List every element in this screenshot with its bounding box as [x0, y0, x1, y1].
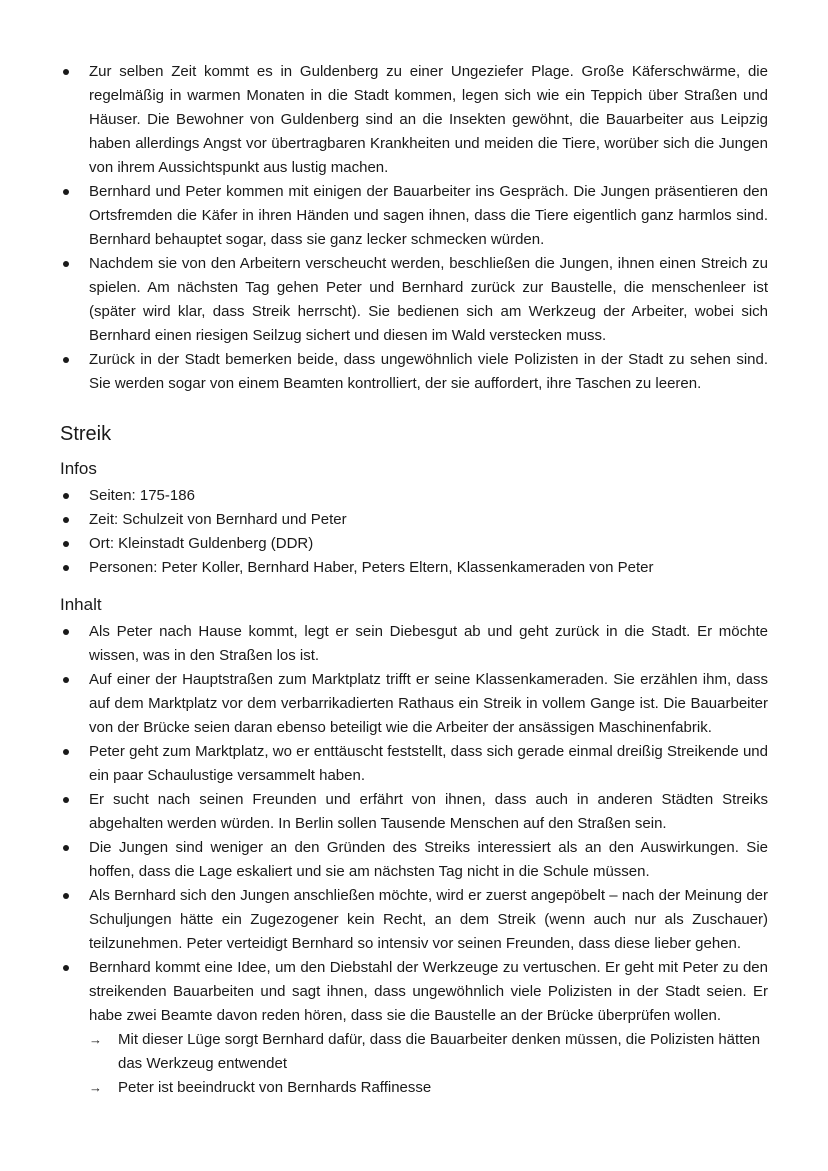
list-item [60, 668, 768, 740]
section-title: Streik [60, 423, 112, 445]
bullet-icon [63, 797, 69, 803]
bullet-icon [63, 845, 69, 851]
arrow-item-text: Mit dieser Lüge sorgt Bernhard dafür, dass die Bauarbeiter denken müssen, die Polizisten hätten das Werkzeug entwendet [118, 1031, 761, 1072]
bullet-icon [63, 69, 69, 75]
list-item [60, 60, 768, 180]
list-item-text: Seiten: 175-186 [89, 487, 195, 504]
list-item-text: Zurück in der Stadt bemerken beide, dass ungewöhnlich viele Polizisten in der Stadt zu sehen sind. Sie werden sogar von einem Beamten kontrolliert, der sie auffordert, ihre Taschen zu leeren. [89, 351, 768, 392]
bullet-icon [63, 965, 69, 971]
arrow-right-icon: → [89, 1080, 102, 1095]
arrow-right-icon: → [89, 1032, 102, 1047]
list-item [60, 180, 768, 252]
list-item [60, 508, 768, 532]
bullet-icon [63, 629, 69, 635]
list-item-text: Peter geht zum Marktplatz, wo er enttäuscht feststellt, dass sich gerade einmal dreißig Streikende und ein paar Schaulustige versammelt haben. [89, 743, 768, 784]
list-item-text: Personen: Peter Koller, Bernhard Haber, Peters Eltern, Klassenkameraden von Peter [89, 559, 654, 576]
list-item-text: Zur selben Zeit kommt es in Guldenberg zu einer Ungeziefer Plage. Große Käferschwärme, die regelmäßig in warmen Monaten in die Stadt kommen, legen sich wie ein Teppich über Straßen und Häuser. Die Bewohner von Guldenberg sind an die Insekten gewöhnt, die Bauarbeiter aus Leipzig haben allerdings Angst vor übertragbaren Krankheiten und meiden die Tiere, worüber sich die Jungen von ihrem Aussichtspunkt aus lustig machen. [89, 63, 768, 176]
arrow-list [60, 1028, 768, 1100]
bullet-icon [63, 357, 69, 363]
list-item [60, 740, 768, 788]
arrow-item-text: Peter ist beeindruckt von Bernhards Raffinesse [118, 1079, 432, 1096]
bullet-icon [63, 565, 69, 571]
arrow-item [89, 1076, 768, 1100]
infos-heading: Infos [60, 459, 97, 478]
bullet-icon [63, 261, 69, 267]
list-item [60, 836, 768, 884]
list-item [60, 484, 768, 508]
bullet-icon [63, 541, 69, 547]
infos-list [60, 484, 768, 580]
top-bullet-list [60, 60, 768, 396]
list-item-text: Ort: Kleinstadt Guldenberg (DDR) [89, 535, 314, 552]
list-item [60, 556, 768, 580]
list-item [60, 620, 768, 668]
list-item [60, 348, 768, 396]
list-item-text: Die Jungen sind weniger an den Gründen des Streiks interessiert als an den Auswirkungen. Sie hoffen, dass die Lage eskaliert und sie am nächsten Tag nicht in die Schule müssen. [89, 839, 768, 880]
bullet-icon [63, 677, 69, 683]
list-item-text: Bernhard kommt eine Idee, um den Diebstahl der Werkzeuge zu vertuschen. Er geht mit Peter zu den streikenden Bauarbeiten und sagt ihnen, dass ungewöhnlich viele Polizisten in der Stadt seien. Er habe zwei Beamte davon reden hören, dass sie die Baustelle an der Brücke überprüfen wollen. [89, 959, 768, 1024]
bullet-icon [63, 493, 69, 499]
list-item-text: Nachdem sie von den Arbeitern verscheucht werden, beschließen die Jungen, ihnen einen Streich zu spielen. Am nächsten Tag gehen Peter und Bernhard zurück zur Baustelle, die menschenleer ist (später wird klar, dass Streik herrscht). Sie bedienen sich am Werkzeug der Arbeiter, wobei sich Bernhard einen riesigen Seilzug sichert und diesen im Wald verstecken muss. [89, 255, 768, 344]
arrow-item [89, 1028, 768, 1076]
list-item [60, 252, 768, 348]
inhalt-heading: Inhalt [60, 595, 102, 614]
list-item-text: Zeit: Schulzeit von Bernhard und Peter [89, 511, 347, 528]
bullet-icon [63, 893, 69, 899]
list-item-text: Er sucht nach seinen Freunden und erfährt von ihnen, dass auch in anderen Städten Streiks abgehalten werden würden. In Berlin sollen Tausende Menschen auf den Straßen sein. [89, 791, 768, 832]
list-item [60, 884, 768, 956]
list-item-text: Auf einer der Hauptstraßen zum Marktplatz trifft er seine Klassenkameraden. Sie erzählen ihm, dass auf dem Marktplatz vor dem verbarrikadierten Rathaus ein Streik in vollem Gange ist. Die Bauarbeiter von der Brücke seien daran ebenso beteiligt wie die Arbeiter der ansässigen Maschinenfabrik. [89, 671, 768, 736]
inhalt-list [60, 620, 768, 1028]
list-item-text: Bernhard und Peter kommen mit einigen der Bauarbeiter ins Gespräch. Die Jungen präsentieren den Ortsfremden die Käfer in ihren Händen und sagen ihnen, dass die Tiere eigentlich ganz harmlos sind. Bernhard behauptet sogar, dass sie ganz lecker schmecken würden. [89, 183, 768, 248]
list-item-text: Als Bernhard sich den Jungen anschließen möchte, wird er zuerst angepöbelt – nach der Meinung der Schuljungen hätte ein Zugezogener kein Recht, an dem Streik (wenn auch nur als Zuschauer) teilzunehmen. Peter verteidigt Bernhard so intensiv vor seinen Freunden, dass diese lieber gehen. [89, 887, 768, 952]
list-item [60, 788, 768, 836]
list-item [60, 532, 768, 556]
bullet-icon [63, 517, 69, 523]
list-item-text: Als Peter nach Hause kommt, legt er sein Diebesgut ab und geht zurück in die Stadt. Er möchte wissen, was in den Straßen los ist. [89, 623, 768, 664]
bullet-icon [63, 749, 69, 755]
list-item [60, 956, 768, 1028]
bullet-icon [63, 189, 69, 195]
